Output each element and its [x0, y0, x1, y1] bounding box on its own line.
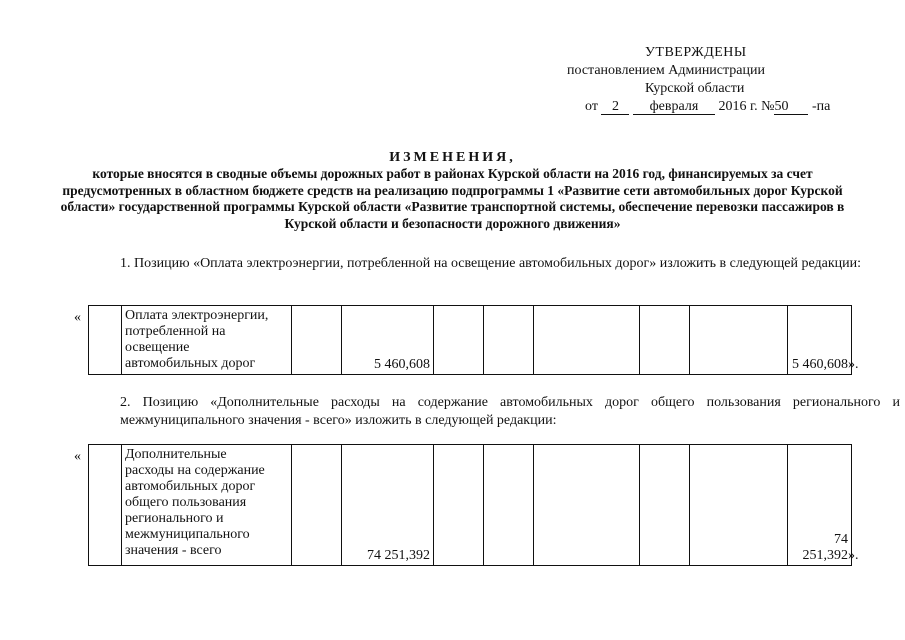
item1-quote-close: ». — [848, 357, 859, 372]
item2-name-line: общего пользования — [125, 495, 247, 510]
item1-cell-empty — [89, 306, 122, 375]
approved-label: УТВЕРЖДЕНЫ — [645, 45, 747, 60]
resolution-date — [585, 98, 830, 116]
item1-row — [89, 306, 852, 375]
item2-cell-empty — [434, 445, 484, 566]
item1-table — [88, 305, 852, 375]
item1-cell-empty — [534, 306, 640, 375]
item1-cell-empty — [292, 306, 342, 375]
item1-name-line: потребленной на — [125, 324, 226, 339]
item1-name-line: освещение — [125, 340, 190, 355]
item1-name-line: Оплата электроэнергии, — [125, 308, 269, 323]
resolution-label: постановлением Администрации — [567, 63, 765, 78]
date-prefix: от — [585, 99, 598, 114]
item2-name-line: межмуниципального — [125, 527, 250, 542]
item2-cell-empty — [292, 445, 342, 566]
date-year: 2016 г. № — [718, 99, 775, 114]
item2-cell-empty — [484, 445, 534, 566]
item2-name-line: автомобильных дорог — [125, 479, 256, 494]
resolution-number: 50 — [774, 100, 808, 115]
item2-quote-open: « — [74, 449, 81, 464]
item1-cell-empty — [640, 306, 690, 375]
item2-cell-empty — [534, 445, 640, 566]
date-month: февраля — [633, 100, 715, 115]
date-day: 2 — [601, 100, 629, 115]
item2-name-cell — [122, 445, 292, 566]
item1-name-line: автомобильных дорог — [125, 356, 256, 371]
item2-name-line: Дополнительные — [125, 447, 227, 462]
item2-table — [88, 444, 852, 566]
document-title: ИЗМЕНЕНИЯ, — [389, 150, 516, 165]
item2-text: 2. Позицию «Дополнительные расходы на содержание автомобильных дорог общего пользования регионального и межмуниципального значения - всего» изложить в следующей редакции: — [120, 395, 900, 428]
item2-cell-empty — [690, 445, 788, 566]
item2-row — [89, 445, 852, 566]
item1-cell-empty — [690, 306, 788, 375]
item2-name-line: расходы на содержание — [125, 463, 265, 478]
item1-value-total: 5 460,608 — [788, 306, 852, 375]
item1-value-a: 5 460,608 — [342, 306, 434, 375]
item2-name-line: значения - всего — [125, 543, 222, 558]
item1-cell-empty — [484, 306, 534, 375]
resolution-suffix: -па — [811, 99, 831, 114]
item2-cell-empty — [640, 445, 690, 566]
item2-quote-close: ». — [848, 548, 859, 563]
document-subtitle: которые вносятся в сводные объемы дорожных работ в районах Курской области на 2016 год, финансируемых за счет предусмотренных в областном бюджете средств на реализацию подпрограммы 1 «Развитие сети автомобильных дорог Курской области» государственной программы Курской области «Развитие транспортной системы, обеспечение перевозки пассажиров в Курской области и безопасности дорожного движения» — [60, 166, 845, 231]
item2-value-total: 74 251,392 — [788, 445, 852, 566]
region-label: Курской области — [645, 81, 745, 96]
item2-name-line: регионального и — [125, 511, 224, 526]
item1-cell-empty — [434, 306, 484, 375]
item1-text: 1. Позицию «Оплата электроэнергии, потребленной на освещение автомобильных дорог» изложить в следующей редакции: — [120, 256, 861, 271]
item1-quote-open: « — [74, 310, 81, 325]
item2-cell-empty — [89, 445, 122, 566]
item2-value-a: 74 251,392 — [342, 445, 434, 566]
item1-name-cell — [122, 306, 292, 375]
